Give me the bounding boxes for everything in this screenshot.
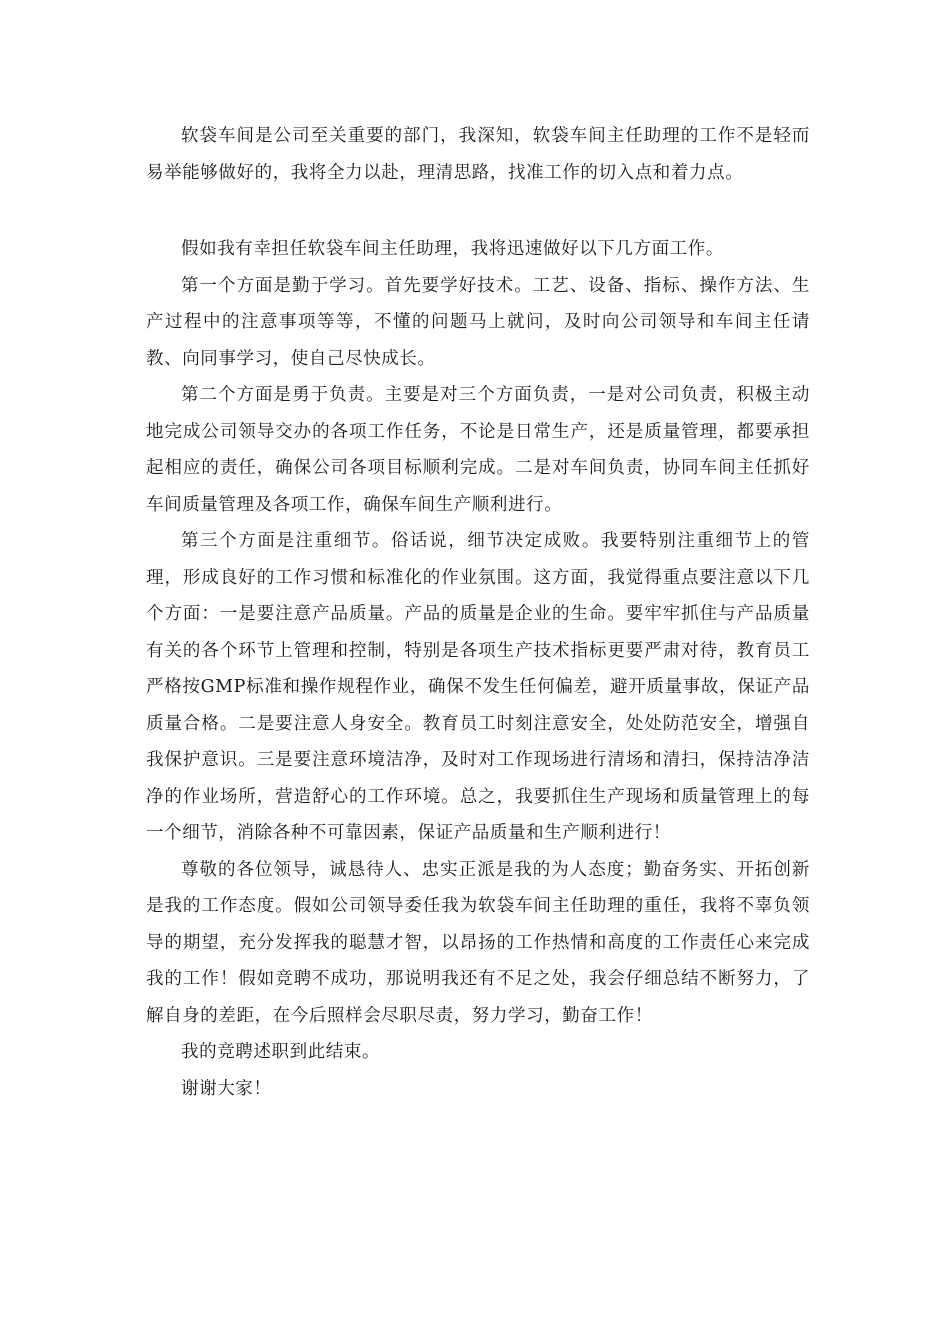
paragraph-plan-intro: 假如我有幸担任软袋车间主任助理，我将迅速做好以下几方面工作。 <box>181 239 724 259</box>
paragraph-learning: 第一个方面是勤于学习。首先要学好技术。工艺、设备、指标、操作方法、生产过程中的注意事项等等，不懂的问题马上就问，及时向公司领导和车间主任请教、向同事学习，使自己尽快成长。 <box>146 275 810 369</box>
paragraph-attitude: 尊敬的各位领导，诚恳待人、忠实正派是我的为人态度；勤奋务实、开拓创新是我的工作态度。假如公司领导委任我为软袋车间主任助理的重任，我将不辜负领导的期望，充分发挥我的聪慧才智，以昂扬的工作热情和高度的工作责任心来完成我的工作！假如竞聘不成功，那说明我还有不足之处，我会仔细总结不断努力，了解自身的差距，在今后照样会尽职尽责，努力学习，勤奋工作！ <box>146 859 810 1026</box>
paragraph-intro: 软袋车间是公司至关重要的部门，我深知，软袋车间主任助理的工作不是轻而易举能够做好的，我将全力以赴，理清思路，找准工作的切入点和着力点。 <box>146 126 810 183</box>
paragraph-responsibility: 第二个方面是勇于负责。主要是对三个方面负责，一是对公司负责，积极主动地完成公司领导交办的各项工作任务，不论是日常生产，还是质量管理，都要承担起相应的责任，确保公司各项目标顺利完成。二是对车间负责，协同车间主任抓好车间质量管理及各项工作，确保车间生产顺利进行。 <box>146 385 810 515</box>
paragraph-details: 第三个方面是注重细节。俗话说，细节决定成败。我要特别注重细节上的管理，形成良好的工作习惯和标准化的作业氛围。这方面，我觉得重点要注意以下几个方面：一是要注意产品质量。产品的质量是企业的生命。要牢牢抓住与产品质量有关的各个环节上管理和控制，特别是各项生产技术指标更要严肃对待，教育员工严格按GMP标准和操作规程作业，确保不发生任何偏差，避开质量事故，保证产品质量合格。二是要注意人身安全。教育员工时刻注意安全，处处防范安全，增强自我保护意识。三是要注意环境洁净，及时对工作现场进行清场和清扫，保持洁净洁净的作业场所，营造舒心的工作环境。总之，我要抓住生产现场和质量管理上的每一个细节，消除各种不可靠因素，保证产品质量和生产顺利进行！ <box>146 531 810 843</box>
document-body <box>146 118 810 1107</box>
paragraph-thanks: 谢谢大家！ <box>181 1078 272 1099</box>
paragraph-closing: 我的竞聘述职到此结束。 <box>181 1042 381 1062</box>
